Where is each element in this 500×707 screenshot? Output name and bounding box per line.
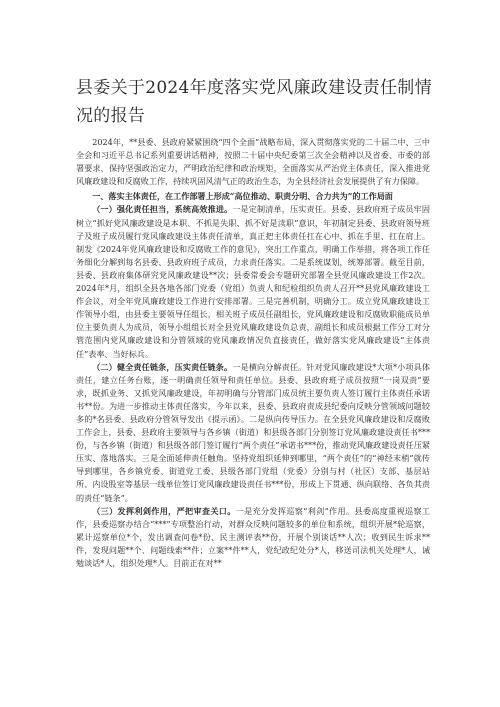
subsection-text-2: 一是横向分解责任。针对党风廉政建设*大项*小项具体责任，建立任务台账，逐一明确责任领导和责任单位。县委、县政府班子成员按照“一岗双责”要求，既抓业务、又抓党风廉政建设，年初明确与分管部门成员统主要负责人签订履行主体责任承诺书**份。为进一步推动主体责任落实，今年以来，县委、县政府责成县纪委向反映分管领域问题较多的*名县委、县政府分管领导发出《提示函》。二是纵向传导压力。在全县党风廉政建设和反腐败工作会上，县委、县政府主要领导与各乡镇（街道）和县级各部门分别签订党风廉政建设责任书***份，与各乡镇（街道）和县级各部门签订履行“两个责任”承诺书***份，推动党风廉政建设责任压紧压实、落地落实。三是全面延伸责任触角。坚持党组织延伸到哪里，“两个责任”的“神经末梢”就传导到哪里，各乡镇党委、街道党工委、县级各部门党组（党委）分别与村（社区）支部、基层站所、内设股室等基层一线单位签订党风廉政建设责任书***份，形成上下贯通、纵向联络、各负其责的责任“链条”。 [76,361,430,503]
subsection-text-1: 一是定制清单，压实责任。县委、县政府班子成员牢固树立“抓好党风廉政建设是本职、不抓是失职、抓不好是渎职”意识，年初制定县委、县政府领导班子及班子成员履行党风廉政建设主体责任清单，真正把主体责任扛在心中、抓在手里、扛在肩上。制发《2024年党风廉政建设和反腐败工作的意见》，突出工作重点，明确工作举措，将各项工作任务细化分解到每名县委、县政府班子成员，力求责任落实。二是系统谋划，统筹部署。截至目前，县委、县政府集体研究党风廉政建设**次；县委常委会专题研究部署全县党风廉政建设工作2次。2024年*月，组织全县各地各部门党委（党组）负责人和纪检组织负责人召开**县党风廉政建设工作会议，对全年党风廉政建设工作进行安排部署。三是完善机制，明确分工。成立党风廉政建设工作领导小组，由县委主要领导任组长，相关班子成员任副组长，党风廉政建设和反腐败职能成员单位主要负责人为成员，领导小组组长对全县党风廉政建设负总责，副组长和成员根据工作分工对分管范围内党风廉政建设和分管领域的党风廉政情况负直接责任，做好落实党风廉政建设“主体责任”表率、当好标兵。 [76,204,430,359]
document-body [76,136,430,570]
intro-paragraph: 2024年，**县委、县政府紧紧围绕“四个全面”战略布局，深入贯彻落实党的二十届二中、三中全会和习近平总书记系列重要讲话精神，按照二十届中央纪委第三次全会精神以及省委、市委的部署要求，保持坚强政治定力，严明政治纪律和政治规矩，全面落实从严治党主体责任，深入推进党风廉政建设和反腐败工作，持续巩固风清气正的政治生态，为全县经济社会发展提供了有力保障。 [76,137,430,187]
document-title: 县委关于2024年度落实党风廉政建设责任制情况的报告 [76,78,432,126]
subsection-lead-3: （三）发挥利剑作用，严把审查关口。 [92,505,236,516]
subsection-paragraph-2 [76,361,430,505]
section-heading: 一、落实主体责任，在工作部署上形成“高位推动、职责分明、合力共为”的工作局面 [92,191,393,202]
subsection-paragraph-1 [76,203,430,360]
subsection-paragraph-3 [76,505,430,570]
subsection-lead-1: （一）强化责任担当，系统高效推进。 [92,204,233,215]
subsection-lead-2: （二）健全责任链条，压实责任链条。 [92,361,233,372]
subsection-text-3: 一是充分发挥巡察“利剑”作用。县委高度重视巡察工作，县委巡察办结合“***”专项整治行动，对群众反映问题较多的单位和系统，组织开展*轮巡察，累计巡察单位*个，发出调查问卷*份、民主测评表**份，开展个别谈话**人次；收到民生诉求**件，发现问题**个、问题线索**件；立案**件**人，党纪政纪处分*人，移送司法机关处理*人，诫勉谈话*人，组织处理*人。目前正在对** [76,505,430,568]
